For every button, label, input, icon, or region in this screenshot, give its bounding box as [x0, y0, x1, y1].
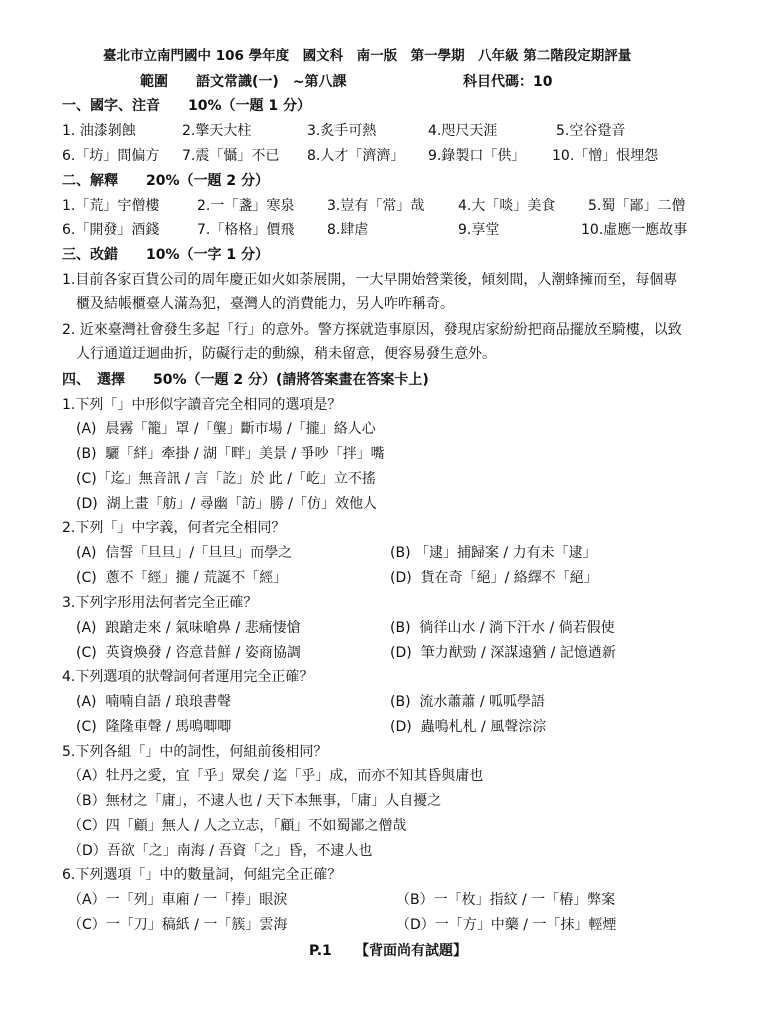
s1-item: 3.炙手可熱	[307, 123, 377, 139]
s2-item: 3.豈有「常」哉	[327, 198, 425, 214]
exam-title: 臺北市立南門國中 106 學年度 國文科 南一版 第一學期 八年級 第二階段定期評量	[103, 48, 632, 64]
section-3-heading: 三、改錯 10%（一字 1 分）	[62, 247, 269, 263]
question-6-stem: 6.下列選項「」中的數量詞，何組完全正確？	[62, 867, 342, 883]
q1-option-c: (C)「迄」無音訊 / 言「訖」於 此 /「屹」立不搖	[76, 471, 376, 487]
q6-option-c: （C）一「刀」稿紙 / 一「簇」雲海	[68, 917, 288, 933]
s1-item: 8.人才「濟濟」	[307, 148, 405, 164]
q3-option-a: (A) 踉蹌走來 / 氣味嗆鼻 / 悲痛悽愴	[76, 620, 301, 636]
s1-item: 6.「坊」間偏方	[62, 148, 160, 164]
q2-option-c: (C) 蔥不「經」攏 / 荒誕不「經」	[76, 570, 288, 586]
q5-option-d: （D）吾欲「之」南海 / 吾資「之」昏，不逮人也	[68, 843, 373, 859]
s1-item: 4.咫尺天涯	[428, 123, 498, 139]
question-5-stem: 5.下列各組「」中的詞性，何組前後相同？	[62, 744, 328, 760]
section-4-heading: 四、 選擇 50%（一題 2 分）(請將答案畫在答案卡上)	[62, 372, 429, 388]
q4-option-d: (D) 蟲鳴札札 / 風聲淙淙	[390, 719, 547, 735]
q1-option-d: (D) 湖上畫「舫」/ 尋幽「訪」勝 /「仿」效他人	[76, 496, 377, 512]
s2-item: 8.肆虐	[327, 222, 369, 238]
question-2-stem: 2.下列「」中字義，何者完全相同？	[62, 520, 286, 536]
question-4-stem: 4.下列選項的狀聲詞何者運用完全正確？	[62, 669, 314, 685]
section-2-heading: 二、解釋 20%（一題 2 分）	[62, 173, 269, 189]
q4-option-b: (B) 流水蕭蕭 / 呱呱學語	[390, 694, 546, 710]
q3-option-b: (B) 徜徉山水 / 淌下汗水 / 倘若假使	[390, 620, 615, 636]
s2-item: 2.一「盞」寒泉	[197, 198, 295, 214]
s2-item: 10.虛應一應故事	[581, 222, 688, 238]
s2-item: 7.「格格」價飛	[197, 222, 295, 238]
q6-option-b: （B）一「枚」指紋 / 一「樁」弊案	[396, 892, 616, 908]
s1-item: 9.錄製口「供」	[428, 148, 526, 164]
q5-option-c: （C）四「顧」無人 / 人之立志，「顧」不如蜀鄙之僧哉	[68, 818, 407, 834]
s1-item: 5.空谷跫音	[556, 123, 626, 139]
correction-paragraph-1: 1.目前各家百貨公司的周年慶正如火如荼展開，一大早開始營業後，傾刻間，人潮蜂擁而至，每個專	[62, 272, 678, 288]
s2-item: 9.享堂	[458, 222, 500, 238]
q2-option-d: (D) 貨在奇「絕」/ 絡繹不「絕」	[390, 570, 598, 586]
correction-paragraph-2-cont: 人行通道迂迴曲折，防礙行走的動線，稍未留意，便容易發生意外。	[76, 346, 496, 362]
q2-option-b: (B) 「逮」捕歸案 / 力有未「逮」	[390, 545, 597, 561]
correction-paragraph-2: 2. 近來臺灣社會發生多起「行」的意外。警方探就造事原因，發現店家紛紛把商品擺放至騎樓，以致	[62, 322, 682, 338]
q1-option-a: (A) 晨霧「籠」罩 /「壟」斷市場 /「攏」絡人心	[76, 421, 376, 437]
q3-option-d: (D) 筆力猷勁 / 深謀遠猶 / 記憶遒新	[390, 645, 616, 661]
q2-option-a: (A) 信誓「旦旦」/「旦旦」而學之	[76, 545, 293, 561]
q5-option-b: （B）無材之「庸」，不逮人也 / 天下本無事，「庸」人自擾之	[68, 793, 442, 809]
q3-option-c: (C) 英資煥發 / 咨意昔鮮 / 姿商協調	[76, 645, 301, 661]
q5-option-a: （A）牡丹之愛，宜「乎」眾矣 / 迄「乎」成，而亦不知其昏與庸也	[68, 768, 484, 784]
s1-item: 1. 油漆剝蝕	[62, 123, 136, 139]
s1-item: 10.「憎」恨埋怨	[552, 148, 659, 164]
q6-option-a: （A）一「列」車廂 / 一「捧」眼淚	[68, 892, 288, 908]
s2-item: 4.大「啖」美食	[458, 198, 556, 214]
s2-item: 5.蜀「鄙」二僧	[588, 198, 686, 214]
s2-item: 6.「開發」酒錢	[62, 222, 160, 238]
q1-option-b: (B) 驪「絆」牽掛 / 湖「畔」美景 / 爭吵「拌」嘴	[76, 446, 385, 462]
question-3-stem: 3.下列字形用法何者完全正確？	[62, 595, 258, 611]
q6-option-d: （D）一「方」中藥 / 一「抹」輕煙	[396, 917, 617, 933]
question-1-stem: 1.下列「」中形似字讀音完全相同的選項是？	[62, 397, 342, 413]
q4-option-c: (C) 隆隆車聲 / 馬鳴唧唧	[76, 719, 232, 735]
correction-paragraph-1-cont: 櫃及結帳櫃臺人滿為犯，臺灣人的消費能力，另人咋咋稱奇。	[76, 296, 454, 312]
page-number: P.1	[309, 943, 332, 959]
section-1-heading: 一、國字、注音 10%（一題 1 分）	[62, 98, 311, 114]
q4-option-a: (A) 喃喃自語 / 琅琅書聲	[76, 694, 232, 710]
s1-item: 7.震「懾」不已	[182, 148, 280, 164]
continued-note: 【背面尚有試題】	[355, 943, 467, 959]
exam-scope: 範圍 語文常識(一) ~第八課	[140, 74, 347, 90]
s2-item: 1.「荒」宇僧樓	[62, 198, 160, 214]
s1-item: 2.擎天大柱	[182, 123, 252, 139]
subject-code: 科目代碼：10	[463, 74, 553, 90]
